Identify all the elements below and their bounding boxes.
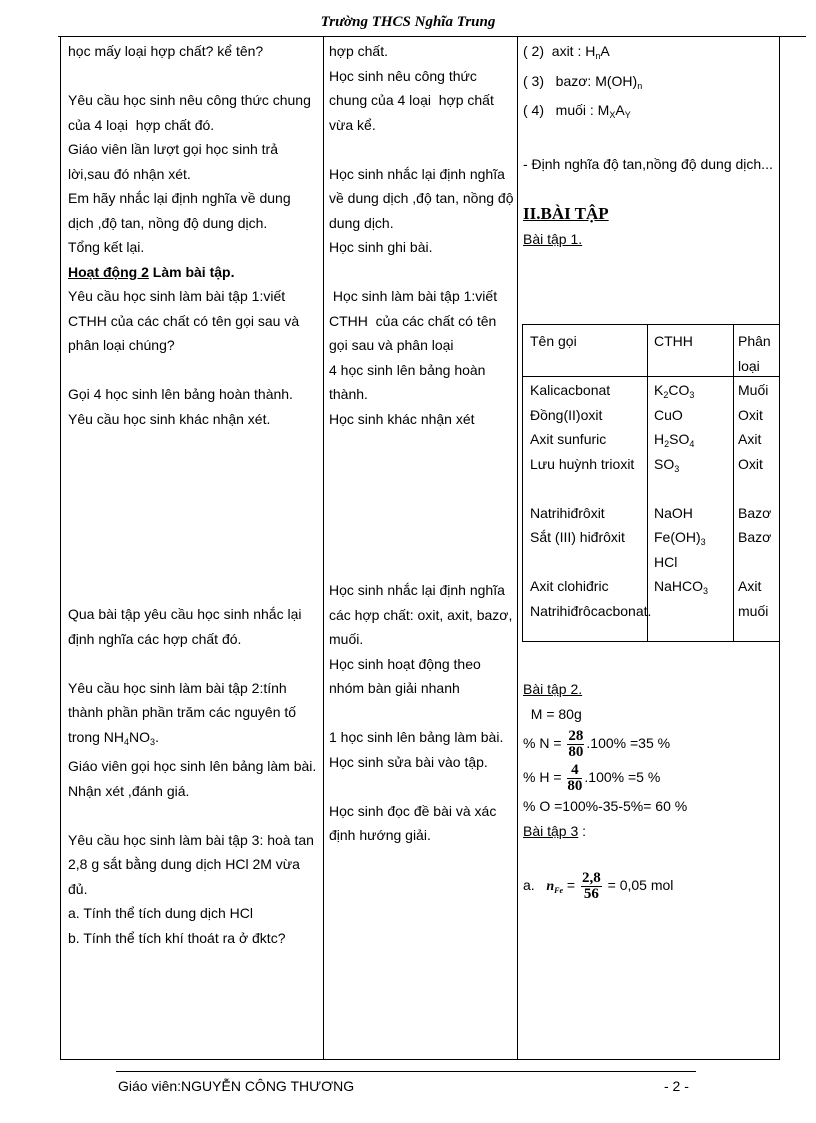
- text-line: % O =100%-35-5%= 60 %: [523, 798, 688, 814]
- text-line: Giáo viên gọi học sinh lên bảng làm bài.: [68, 758, 317, 774]
- page-number: - 2 -: [664, 1078, 689, 1094]
- compound-type: muối: [738, 602, 769, 619]
- text-line: Học sinh nhắc lại định nghĩa các hợp chất: oxit, axit, bazơ, muối.: [329, 582, 517, 647]
- compound-name: Lưu huỳnh trioxit: [530, 455, 635, 472]
- footer-teacher: Giáo viên:NGUYỄN CÔNG THƯƠNG: [118, 1078, 355, 1094]
- header-cell: CTHH: [654, 333, 693, 349]
- compound-name: Axit clohiđric: [530, 578, 609, 594]
- header-cell: Tên gọi: [530, 333, 577, 349]
- text-line: Em hãy nhắc lại định nghĩa về dung dịch ,độ tan, nồng độ dung dịch.: [68, 190, 295, 231]
- text-line: Học sinh sửa bài vào tập.: [329, 753, 488, 770]
- compound-formula: NaHCO$_3$: [654, 578, 709, 596]
- teacher-column: [68, 39, 318, 950]
- inner-column-divider: [647, 325, 648, 641]
- text-line: hợp chất.: [329, 43, 388, 59]
- text-line: Học sinh đọc đề bài và xác định hướng giải.: [329, 802, 501, 843]
- text-line: 1 học sinh lên bảng làm bài.: [329, 729, 504, 745]
- text-line: Giáo viên lần lượt gọi học sinh trả lời,sau đó nhận xét.: [68, 141, 282, 182]
- text-line: học mấy loại hợp chất? kể tên?: [68, 43, 264, 59]
- column-divider: [517, 37, 518, 1059]
- compound-formula: $Fe(OH)_3$: [654, 529, 706, 547]
- text-line: 4 học sinh lên bảng hoàn thành.: [329, 361, 490, 402]
- content-column-lower: [523, 677, 778, 909]
- formula-line: % N = $\frac{28}{80}$ .100% =35 %: [523, 727, 671, 760]
- fraction: $\frac{4}{80}$: [567, 761, 583, 794]
- page-header: Trường THCS Nghĩa Trung: [320, 14, 496, 30]
- text-line: Yêu cầu học sinh nêu công thức chung của 4 loại hợp chất đó.: [68, 92, 315, 133]
- text-line: Học sinh hoạt động theo nhóm bàn giải nhanh: [329, 655, 485, 696]
- text-line: Tổng kết lại.: [68, 239, 145, 255]
- text-line: Yêu cầu học sinh làm bài tập 1:viết CTHH của các chất có tên gọi sau và phân loại chúng?: [68, 288, 303, 353]
- compound-name: Sắt (III) hiđrôxit: [530, 529, 625, 545]
- text-line: Qua bài tập yêu cầu học sinh nhắc lại định nghĩa các hợp chất đó.: [68, 606, 306, 647]
- formula-line: % H = $\frac{4}{80}$ .100% =5 %: [523, 761, 661, 794]
- exercise-title: Bài tập 2.: [523, 681, 583, 697]
- names-column: [530, 378, 652, 648]
- column-divider: [323, 37, 324, 1059]
- exercise1-table: [522, 324, 780, 642]
- compound-name: Kalicacbonat: [530, 382, 611, 398]
- fraction: $\frac{28}{80}$: [568, 727, 584, 760]
- text-line: a. Tính thể tích dung dịch HCl: [68, 905, 253, 921]
- formula-line: ( 2) axit : $H_nA$: [523, 43, 610, 61]
- compound-formula: CuO: [654, 406, 683, 423]
- activity-heading: Hoạt động 2 Làm bài tập.: [68, 263, 235, 280]
- text-line: Gọi 4 học sinh lên bảng hoàn thành.: [68, 386, 293, 402]
- compound-name: Axit sunfuric: [530, 431, 607, 447]
- content-column: [523, 39, 778, 252]
- compound-type: Muối: [738, 382, 769, 398]
- activity-title: Hoạt động 2: [68, 263, 149, 280]
- compound-formula: HCl: [654, 553, 678, 570]
- formula-line: a. $n_{Fe}$ = $\frac{2,8}{56}$ = 0,05 mol: [523, 869, 674, 902]
- text-line: - Định nghĩa độ tan,nồng độ dung dịch...: [523, 156, 773, 172]
- compound-formula: $SO_3$: [654, 455, 680, 474]
- footer-divider: [116, 1071, 696, 1072]
- inner-column-divider: [733, 325, 734, 641]
- header-cell: Phân loại: [738, 333, 771, 374]
- compound-type: Oxit: [738, 406, 763, 423]
- compound-formula: NaOH: [654, 504, 693, 521]
- text-line: Yêu cầu học sinh làm bài tập 3: hoà tan 2,8 g sắt bằng dung dịch HCl 2M vừa đủ.: [68, 831, 318, 897]
- formula-line: ( 4) muối : $M_XA_Y$: [523, 102, 631, 120]
- compound-formula: $K_2CO_3$: [654, 382, 695, 400]
- compound-name: Đồng(II)oxit: [530, 406, 603, 423]
- compound-type: Bazơ: [738, 504, 772, 521]
- compound-type: Axit: [738, 578, 762, 594]
- exercise-title: Bài tập 1.: [523, 231, 583, 247]
- text-line: Học sinh nhắc lại định nghĩa về dung dịch ,độ tan, nồng độ dung dịch.: [329, 165, 518, 231]
- compound-name: Natrihiđrôxit: [530, 504, 605, 521]
- text-line: M = 80g: [523, 705, 582, 722]
- compound-name: Natrihiđrôcacbonat.: [530, 602, 652, 619]
- text-line: Học sinh ghi bài.: [329, 239, 433, 255]
- section-title: II.BÀI TẬP: [523, 204, 609, 223]
- formula-line: ( 3) bazơ: $M(OH)_n$: [523, 72, 643, 91]
- compound-type: Axit: [738, 431, 762, 447]
- student-column: [329, 39, 518, 848]
- text-line: Nhận xét ,đánh giá.: [68, 782, 190, 799]
- text-line: Yêu cầu học sinh khác nhận xét.: [68, 410, 271, 427]
- text-line: Học sinh nêu công thức chung của 4 loại hợp chất vừa kể.: [329, 67, 498, 133]
- compound-formula: $H_2SO_4$: [654, 431, 695, 449]
- text-line: Học sinh làm bài tập 1:viết CTHH của các chất có tên gọi sau và phân loại: [329, 288, 501, 353]
- fraction: $\frac{2,8}{56}$: [582, 869, 601, 902]
- text-line: b. Tính thể tích khí thoát ra ở đktc?: [68, 929, 286, 946]
- exercise-title: Bài tập 3 :: [523, 822, 587, 839]
- text-line: Yêu cầu học sinh làm bài tập 2:tính thành phần phần trăm các nguyên tố trong $NH_4NO_3$.: [68, 679, 300, 747]
- compound-type: Oxit: [738, 455, 763, 472]
- text-line: Học sinh khác nhận xét: [329, 410, 475, 427]
- compound-type: Bazơ: [738, 529, 772, 545]
